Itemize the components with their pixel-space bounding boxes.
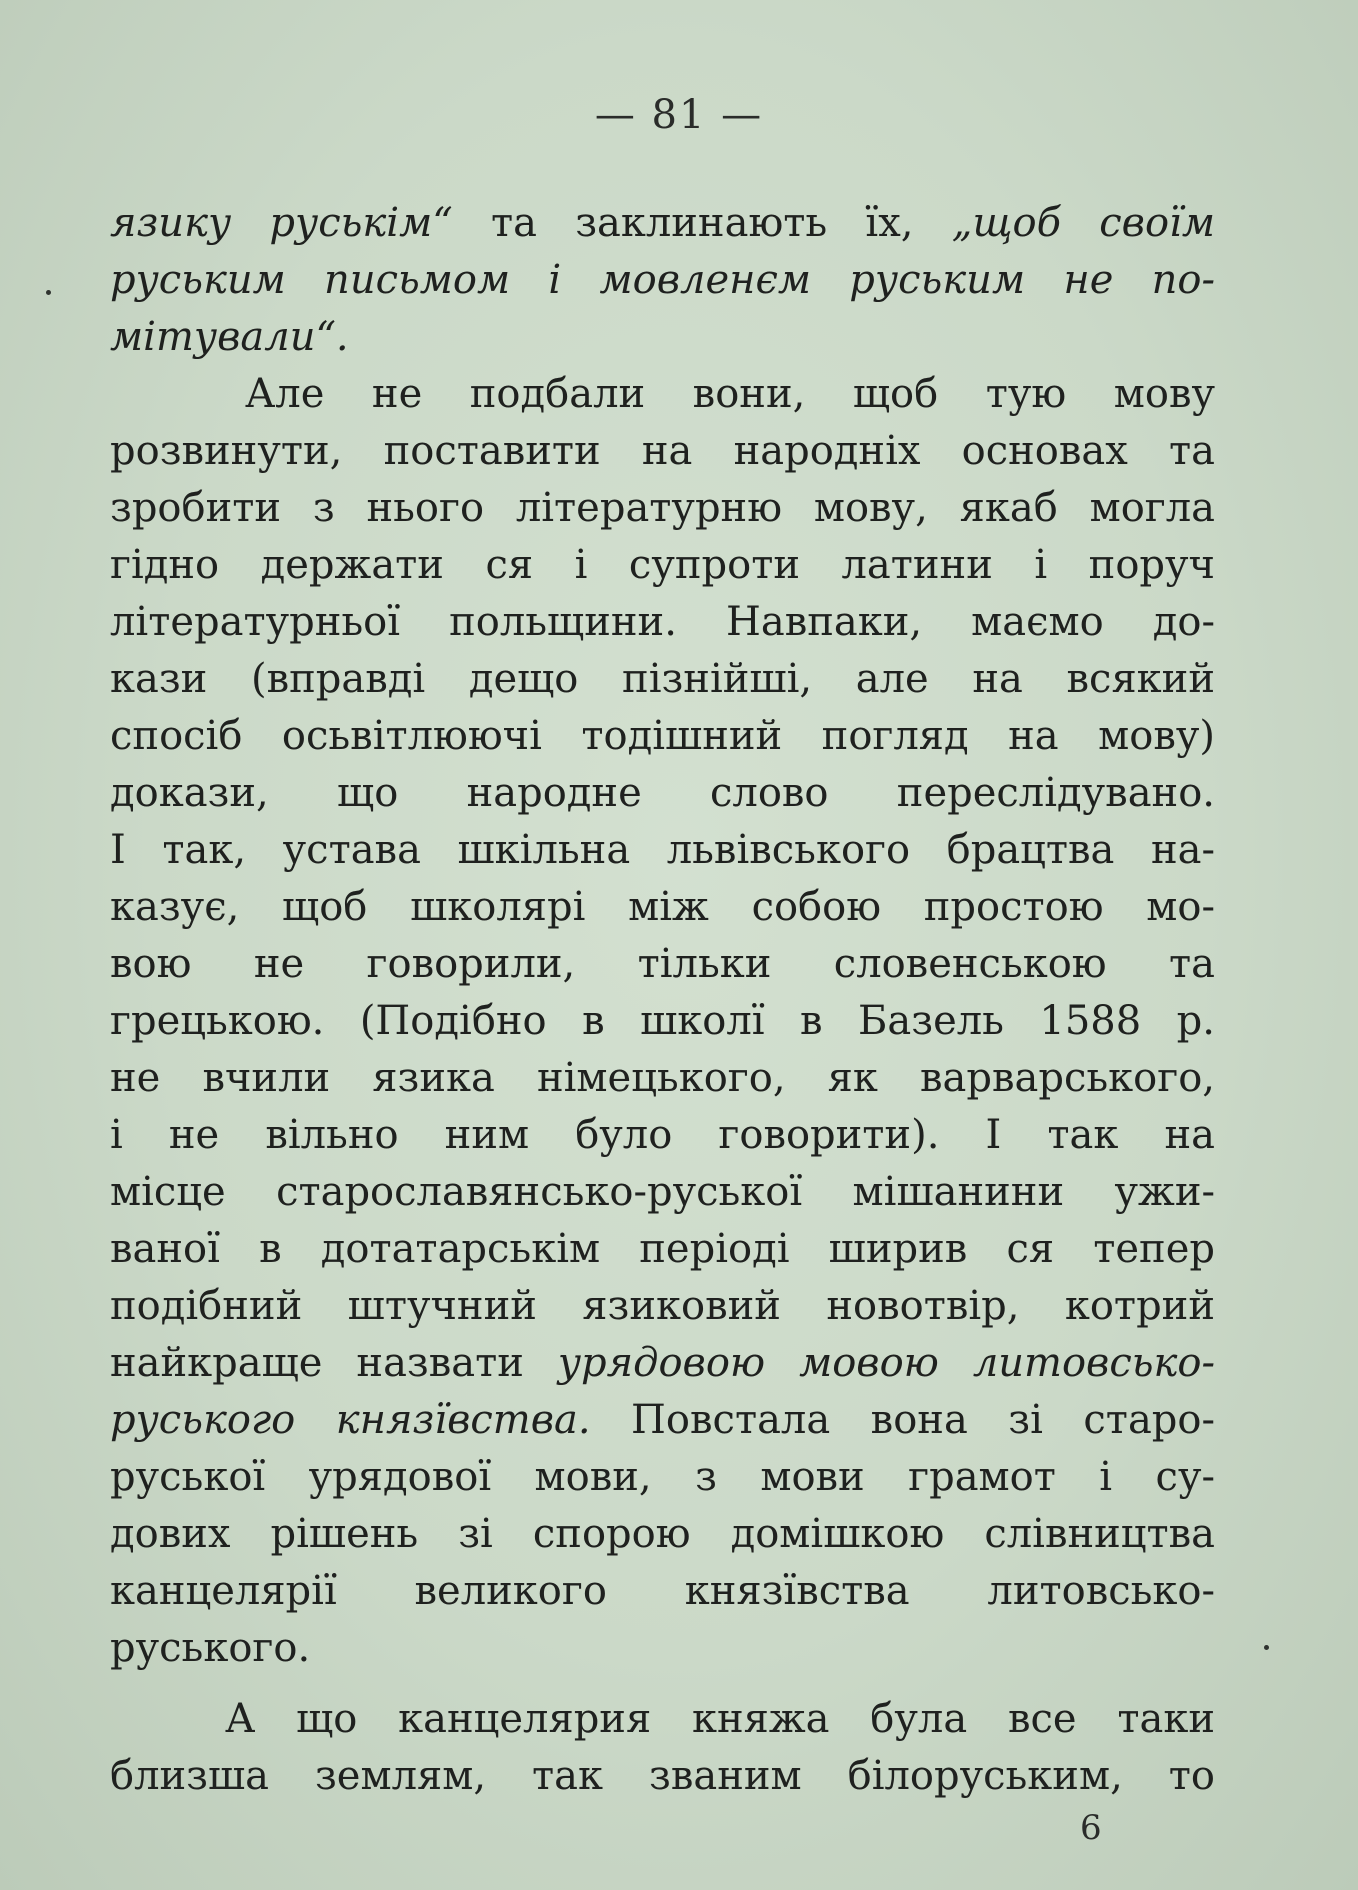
paragraph-first-line: А що канцелярия княжа була все таки <box>225 1696 1215 1742</box>
italic-phrase: „щоб своїм <box>951 200 1216 246</box>
text-line: казує, щоб школярі між собою простою мо- <box>110 884 1215 930</box>
text-line: розвинути, поставити на народніх основах та <box>110 428 1215 474</box>
text-line: грецькою. (Подібно в школї в Базель 1588 р. <box>110 998 1215 1044</box>
italic-phrase: язику руськім“ <box>110 200 453 246</box>
plain-phrase: та заклинають їх, <box>452 200 952 246</box>
text-line: докази, що народне слово переслідувано. <box>110 770 1215 816</box>
text-line: подібний штучний язиковий новотвір, котрий <box>110 1283 1215 1329</box>
text-line: руським письмом і мовленєм руським не по- <box>110 257 1215 303</box>
plain-phrase: найкраще назвати <box>110 1340 558 1386</box>
text-line: дових рішень зі спорою домішкою слівництва <box>110 1511 1215 1557</box>
text-line: і не вільно ним було говорити). І так на <box>110 1112 1215 1158</box>
text-line: руського. <box>110 1625 311 1671</box>
text-line: не вчили язика німецького, як варварського, <box>110 1055 1215 1101</box>
italic-phrase: урядовою мовою литовсько- <box>557 1340 1216 1386</box>
text-line: мітували“. <box>110 314 349 360</box>
plain-phrase: Повстала вона зі старо- <box>590 1397 1215 1443</box>
text-line <box>110 195 1215 252</box>
text-line: І так, устава шкільна львівського брацтва на- <box>110 827 1215 873</box>
text-line <box>110 1392 1215 1449</box>
italic-phrase: руського князївства. <box>110 1397 591 1443</box>
text-line: кази (вправді дещо пізнійші, але на всякий <box>110 656 1215 702</box>
text-line: канцелярії великого князївства литовсько- <box>110 1568 1215 1614</box>
paper-speck <box>1264 1645 1269 1650</box>
text-line: гідно держати ся і супроти латини і поруч <box>110 542 1215 588</box>
text-line: літературньої польщини. Навпаки, маємо до- <box>110 599 1215 645</box>
signature-mark: 6 <box>1080 1808 1102 1848</box>
body-text <box>110 195 1215 1805</box>
text-line: вою не говорили, тільки словенською та <box>110 941 1215 987</box>
text-line: ваної в дотатарськім періоді ширив ся тепер <box>110 1226 1215 1272</box>
text-line: близша землям, так званим білоруським, то <box>110 1753 1215 1799</box>
paper-speck <box>46 290 51 295</box>
page-number: — 81 — <box>594 92 764 138</box>
text-line: руської урядової мови, з мови грамот і су- <box>110 1454 1215 1500</box>
paragraph-first-line: Але не подбали вони, щоб тую мову <box>245 371 1215 417</box>
paragraph-gap <box>110 1677 1215 1691</box>
text-line: зробити з нього літературню мову, якаб могла <box>110 485 1215 531</box>
text-line: спосіб осьвітлюючі тодішний погляд на мову) <box>110 713 1215 759</box>
text-line <box>110 1335 1215 1392</box>
text-line: місце старославянсько-руської мішанини ужи- <box>110 1169 1215 1215</box>
